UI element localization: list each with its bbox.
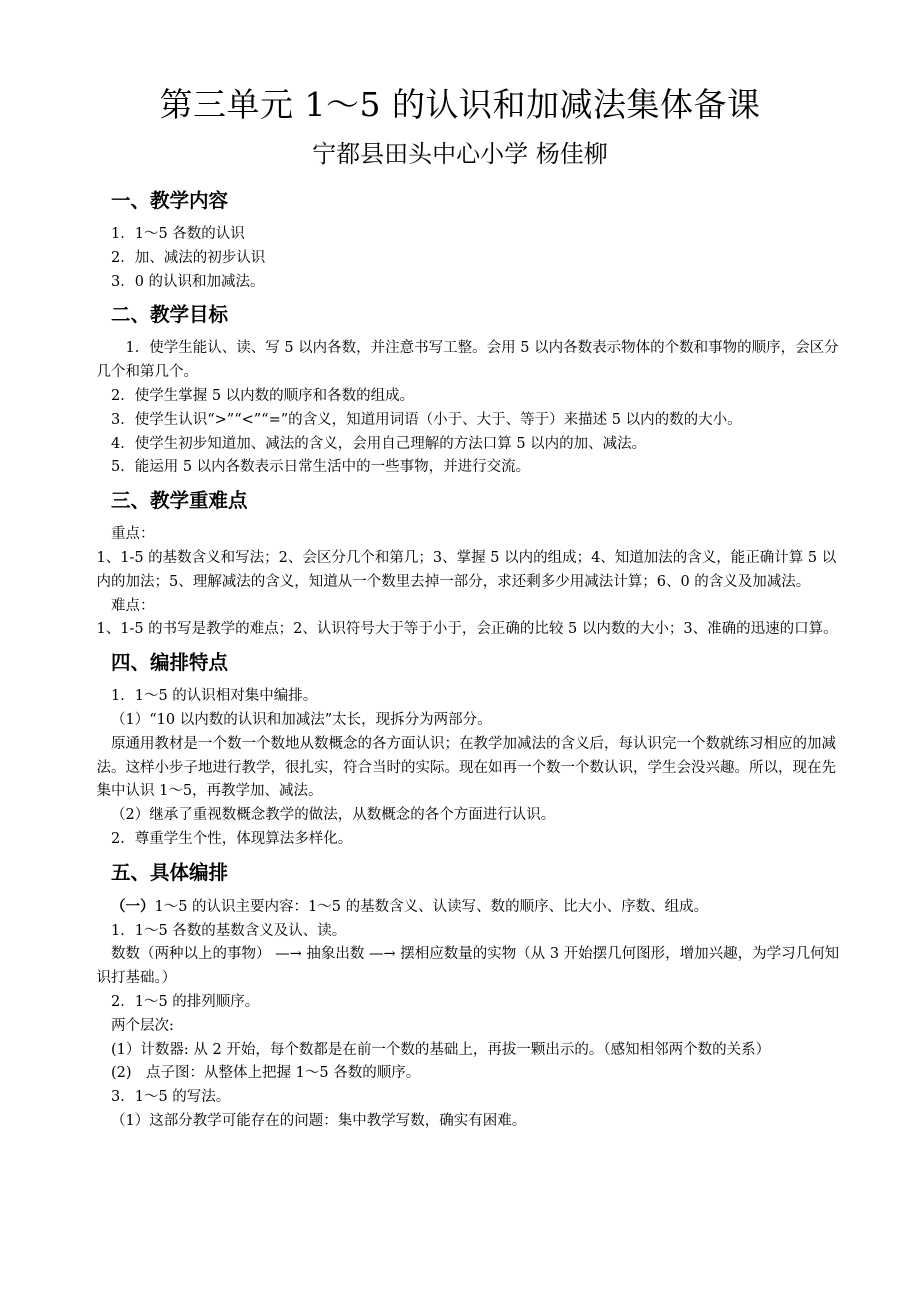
part-label: （一） [111, 897, 155, 915]
paragraph: 两个层次: [111, 1017, 174, 1034]
list-item: 2．加、减法的初步认识 [111, 249, 266, 266]
paragraph: （1）这部分教学可能存在的问题：集中教学写数，确实有困难。 [111, 1112, 527, 1129]
paragraph: (2) 点子图：从整体上把握 1～5 各数的顺序。 [111, 1065, 421, 1082]
paragraph: (1）计数器: 从 2 开始，每个数都是在前一个数的基础上，再拔一颗出示的。（感知相邻两个数的关系） [111, 1041, 771, 1058]
paragraph: （2）继承了重视数概念教学的做法，从数概念的各个方面进行认识。 [111, 807, 556, 824]
section-heading-goals: 二、教学目标 [111, 303, 229, 327]
paragraph: （1）“10 以内数的认识和加减法”太长，现拆分为两部分。 [111, 711, 492, 728]
paragraph: 2．使学生掌握 5 以内数的顺序和各数的组成。 [111, 387, 415, 404]
document-title: 第三单元 1～5 的认识和加减法集体备课 [159, 85, 761, 124]
document-body [96, 184, 845, 1134]
paragraph: 3．1～5 的写法。 [111, 1089, 231, 1106]
paragraph [111, 895, 845, 920]
paragraph: 4．使学生初步知道加、减法的含义，会用自己理解的方法口算 5 以内的加、减法。 [111, 435, 647, 452]
paragraph: 2．1～5 的排列顺序。 [111, 993, 260, 1010]
paragraph: 2．尊重学生个性，体现算法多样化。 [111, 830, 353, 847]
paragraph: 1．1～5 的认识相对集中编排。 [111, 688, 318, 705]
paragraph: 数数（两种以上的事物） —→ 抽象出数 —→ 摆相应数量的实物（从 3 开始摆几何图形，增加兴趣，为学习几何知识打基础。） [96, 946, 840, 987]
list-item: 1．1～5 各数的认识 [111, 226, 245, 242]
paragraph: 1．1～5 各数的基数含义及认、读。 [111, 922, 347, 939]
paragraph: 5．能运用 5 以内各数表示日常生活中的一些事物，并进行交流。 [111, 459, 531, 476]
difficult-points-text: 1、1-5 的书写是教学的难点；2、认识符号大于等于小于，会正确的比较 5 以内数的大小；3、准确的迅速的口算。 [96, 621, 838, 638]
section-heading-arrangement: 五、具体编排 [111, 860, 229, 884]
section-heading-key-points: 三、教学重难点 [111, 489, 248, 513]
document-author: 宁都县田头中心小学 杨佳柳 [312, 140, 608, 168]
section-heading-content: 一、教学内容 [111, 189, 229, 212]
paragraph: 1．使学生能认、读、写 5 以内各数，并注意书写工整。会用 5 以内各数表示物体的个数和事物的顺序，会区分几个和第几个。 [96, 340, 839, 381]
key-points-text: 1、1-5 的基数含义和写法；2、会区分几个和第几；3、掌握 5 以内的组成；4、知道加法的含义，能正确计算 5 以内的加法；5、理解减法的含义，知道从一个数里去掉一部分，求还剩多少用减法计算；6、0 的含义及加减法。 [96, 549, 837, 590]
paragraph: 3．使学生认识“>”“<”“=”的含义，知道用词语（小于、大于、等于）来描述 5 以内的数的大小。 [111, 411, 742, 428]
key-points-label: 重点： [111, 526, 155, 543]
paragraph: 原通用教材是一个数一个数地从数概念的各方面认识；在教学加减法的含义后，每认识完一个数就练习相应的加减法。这样小步子地进行教学，很扎实，符合当时的实际。现在如再一个数一个数认识，学生会没兴趣。所以，现在先集中认识 1～5，再教学加、减法。 [96, 735, 836, 800]
difficult-points-label: 难点： [111, 597, 155, 614]
section-heading-features: 四、编排特点 [111, 651, 229, 675]
part-text: 1～5 的认识主要内容：1～5 的基数含义、认读写、数的顺序、比大小、序数、组成。 [154, 898, 709, 915]
list-item: 3．0 的认识和加减法。 [111, 273, 265, 290]
